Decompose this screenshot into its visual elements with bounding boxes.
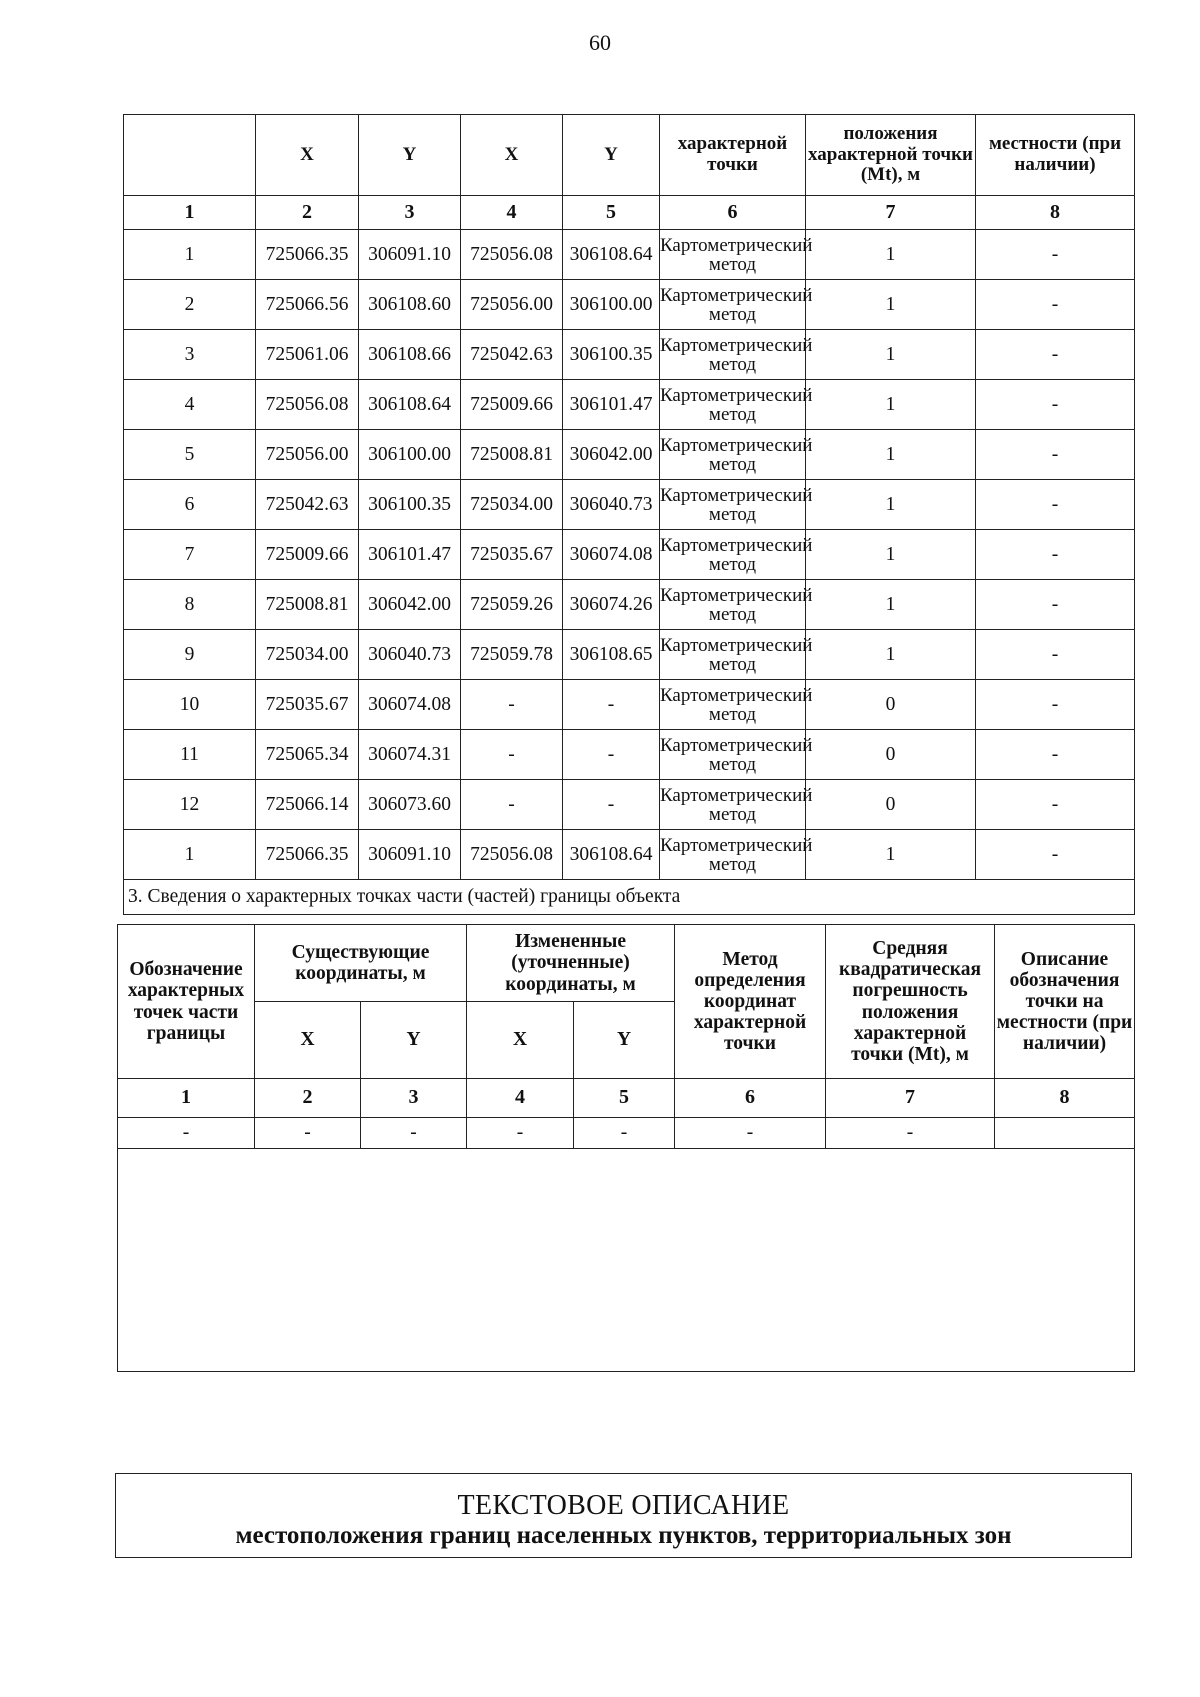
column-number: 2 [256, 196, 359, 230]
cell-mean-error: 0 [806, 730, 976, 780]
cell-changed-y: 306101.47 [563, 380, 660, 430]
cell-existing-y: 306040.73 [359, 630, 461, 680]
cell-changed-y: 306100.00 [563, 280, 660, 330]
cell-changed-x: 725042.63 [461, 330, 563, 380]
cell-point-number: 10 [124, 680, 256, 730]
cell-existing-x: 725056.08 [256, 380, 359, 430]
cell-description: - [976, 480, 1135, 530]
cell-changed-x: - [461, 730, 563, 780]
column-number: 6 [660, 196, 806, 230]
table-row [124, 830, 1135, 880]
cell-changed-y: 306108.65 [563, 630, 660, 680]
column-number: 1 [124, 196, 256, 230]
cell-changed-x: 725056.00 [461, 280, 563, 330]
cell-mean-error: 1 [806, 330, 976, 380]
cell-mean-error: 1 [806, 830, 976, 880]
cell-changed-y: 306040.73 [563, 480, 660, 530]
cell-description: - [976, 630, 1135, 680]
cell-description: - [976, 380, 1135, 430]
cell-existing-x: 725061.06 [256, 330, 359, 380]
cell-changed-x: 725008.81 [461, 430, 563, 480]
column-number: 3 [361, 1079, 467, 1118]
header-y: Y [361, 1002, 467, 1079]
cell-mean-error: 1 [806, 530, 976, 580]
cell-mean-error: 1 [806, 430, 976, 480]
cell-method: Картометрический метод [660, 530, 806, 580]
cell-changed-y: 306100.35 [563, 330, 660, 380]
cell-method: Картометрический метод [660, 830, 806, 880]
cell-mean-error: 1 [806, 380, 976, 430]
cell-existing-x: 725035.67 [256, 680, 359, 730]
cell-mean-error: 1 [806, 280, 976, 330]
cell-changed-y: - [563, 780, 660, 830]
cell-method: Картометрический метод [660, 230, 806, 280]
cell-method: Картометрический метод [660, 680, 806, 730]
column-number-row [124, 196, 1135, 230]
column-number: 5 [574, 1079, 675, 1118]
cell-description [995, 1118, 1135, 1149]
column-number: 3 [359, 196, 461, 230]
footer-subtitle: местоположения границ населенных пунктов, территориальных зон [235, 1522, 1012, 1549]
table-row [124, 430, 1135, 480]
header-existing-x: X [256, 115, 359, 196]
cell-method: Картометрический метод [660, 730, 806, 780]
header-y: Y [574, 1002, 675, 1079]
column-number: 2 [255, 1079, 361, 1118]
header-mean-error: Средняя квадратическая погрешность положения характерной точки (Mt), м [826, 925, 995, 1079]
cell-existing-y: 306042.00 [359, 580, 461, 630]
page-number: 60 [589, 30, 611, 55]
table-row [124, 330, 1135, 380]
column-number: 7 [806, 196, 976, 230]
cell-changed-x: 725056.08 [461, 230, 563, 280]
cell-method: Картометрический метод [660, 480, 806, 530]
cell-description: - [976, 280, 1135, 330]
cell-method: Картометрический метод [660, 280, 806, 330]
column-number: 8 [995, 1079, 1135, 1118]
part-boundary-points-table [117, 924, 1135, 1372]
cell-existing-y: 306074.31 [359, 730, 461, 780]
column-number: 1 [118, 1079, 255, 1118]
column-number: 4 [467, 1079, 574, 1118]
cell-point-number: 8 [124, 580, 256, 630]
boundary-points-table [123, 114, 1135, 915]
cell-changed-x: 725035.67 [461, 530, 563, 580]
cell-mean-error: 1 [806, 630, 976, 680]
cell-existing-x: 725066.35 [256, 830, 359, 880]
cell-method: Картометрический метод [660, 430, 806, 480]
cell-changed-x: 725059.78 [461, 630, 563, 680]
header-x: X [255, 1002, 361, 1079]
cell-existing-x: 725056.00 [256, 430, 359, 480]
cell-mean-error: 0 [806, 780, 976, 830]
cell-point-number: 7 [124, 530, 256, 580]
cell-description: - [976, 330, 1135, 380]
header-description: местности (при наличии) [976, 115, 1135, 196]
cell-existing-x: 725065.34 [256, 730, 359, 780]
cell-point-number: 12 [124, 780, 256, 830]
cell-description: - [976, 680, 1135, 730]
header-method: Метод определения координат характерной точки [675, 925, 826, 1079]
cell-existing-y: 306101.47 [359, 530, 461, 580]
cell-mean-error: - [826, 1118, 995, 1149]
section-3-title: 3. Сведения о характерных точках части (частей) границы объекта [124, 880, 1135, 915]
cell-existing-y: 306091.10 [359, 230, 461, 280]
cell-description: - [976, 530, 1135, 580]
cell-changed-x: - [461, 680, 563, 730]
cell-mean-error: 0 [806, 680, 976, 730]
header-changed-x: X [461, 115, 563, 196]
column-number: 5 [563, 196, 660, 230]
table-row [124, 530, 1135, 580]
cell-point-number: 1 [124, 230, 256, 280]
table-row [124, 380, 1135, 430]
table-row [124, 680, 1135, 730]
cell-existing-y: 306108.64 [359, 380, 461, 430]
cell-existing-x: 725066.35 [256, 230, 359, 280]
cell-existing-x: - [255, 1118, 361, 1149]
header-changed-coords: Измененные (уточненные) координаты, м [467, 925, 675, 1002]
cell-point-number: 11 [124, 730, 256, 780]
table-row [124, 280, 1135, 330]
header-row [124, 115, 1135, 196]
cell-changed-x: - [467, 1118, 574, 1149]
cell-changed-x: 725059.26 [461, 580, 563, 630]
cell-changed-x: 725009.66 [461, 380, 563, 430]
cell-changed-y: 306042.00 [563, 430, 660, 480]
table-row [124, 630, 1135, 680]
cell-existing-y: 306091.10 [359, 830, 461, 880]
header-changed-y: Y [563, 115, 660, 196]
table-row [124, 580, 1135, 630]
cell-description: - [976, 430, 1135, 480]
cell-mean-error: 1 [806, 480, 976, 530]
cell-changed-y: 306108.64 [563, 230, 660, 280]
empty-area [118, 1149, 1135, 1372]
cell-point-number: 9 [124, 630, 256, 680]
header-description: Описание обозначения точки на местности (при наличии) [995, 925, 1135, 1079]
cell-existing-y: 306108.60 [359, 280, 461, 330]
cell-changed-y: - [563, 680, 660, 730]
table-row [124, 730, 1135, 780]
cell-existing-y: 306074.08 [359, 680, 461, 730]
cell-existing-y: 306108.66 [359, 330, 461, 380]
cell-method: Картометрический метод [660, 780, 806, 830]
table-row [124, 230, 1135, 280]
header-existing-y: Y [359, 115, 461, 196]
table-row [124, 780, 1135, 830]
section-row [124, 880, 1135, 915]
cell-description: - [976, 830, 1135, 880]
cell-changed-y: 306074.08 [563, 530, 660, 580]
cell-existing-x: 725066.14 [256, 780, 359, 830]
cell-description: - [976, 780, 1135, 830]
cell-method: - [675, 1118, 826, 1149]
cell-changed-x: 725034.00 [461, 480, 563, 530]
column-number: 4 [461, 196, 563, 230]
cell-point-number: 2 [124, 280, 256, 330]
cell-method: Картометрический метод [660, 330, 806, 380]
cell-changed-y: 306074.26 [563, 580, 660, 630]
column-number: 7 [826, 1079, 995, 1118]
cell-existing-y: 306073.60 [359, 780, 461, 830]
cell-existing-x: 725042.63 [256, 480, 359, 530]
cell-method: Картометрический метод [660, 630, 806, 680]
cell-mean-error: 1 [806, 580, 976, 630]
cell-description: - [976, 580, 1135, 630]
column-number: 6 [675, 1079, 826, 1118]
cell-existing-x: 725008.81 [256, 580, 359, 630]
cell-point-number: - [118, 1118, 255, 1149]
header-point-number [124, 115, 256, 196]
cell-point-number: 1 [124, 830, 256, 880]
cell-changed-x: 725056.08 [461, 830, 563, 880]
cell-changed-x: - [461, 780, 563, 830]
cell-method: Картометрический метод [660, 380, 806, 430]
cell-changed-y: 306108.64 [563, 830, 660, 880]
cell-existing-x: 725009.66 [256, 530, 359, 580]
cell-method: Картометрический метод [660, 580, 806, 630]
cell-existing-y: 306100.00 [359, 430, 461, 480]
cell-existing-y: - [361, 1118, 467, 1149]
header-method: характерной точки [660, 115, 806, 196]
cell-point-number: 3 [124, 330, 256, 380]
text-description-box [115, 1473, 1132, 1558]
header-point-designation: Обозначение характерных точек части границы [118, 925, 255, 1079]
header-existing-coords: Существующие координаты, м [255, 925, 467, 1002]
cell-point-number: 6 [124, 480, 256, 530]
table-row [124, 480, 1135, 530]
cell-description: - [976, 730, 1135, 780]
header-mean-error: положения характерной точки (Mt), м [806, 115, 976, 196]
cell-description: - [976, 230, 1135, 280]
cell-existing-x: 725066.56 [256, 280, 359, 330]
cell-mean-error: 1 [806, 230, 976, 280]
cell-existing-x: 725034.00 [256, 630, 359, 680]
column-number: 8 [976, 196, 1135, 230]
cell-changed-y: - [574, 1118, 675, 1149]
header-x: X [467, 1002, 574, 1079]
footer-title: ТЕКСТОВОЕ ОПИСАНИЕ [457, 1490, 790, 1521]
cell-changed-y: - [563, 730, 660, 780]
cell-point-number: 5 [124, 430, 256, 480]
cell-existing-y: 306100.35 [359, 480, 461, 530]
cell-point-number: 4 [124, 380, 256, 430]
